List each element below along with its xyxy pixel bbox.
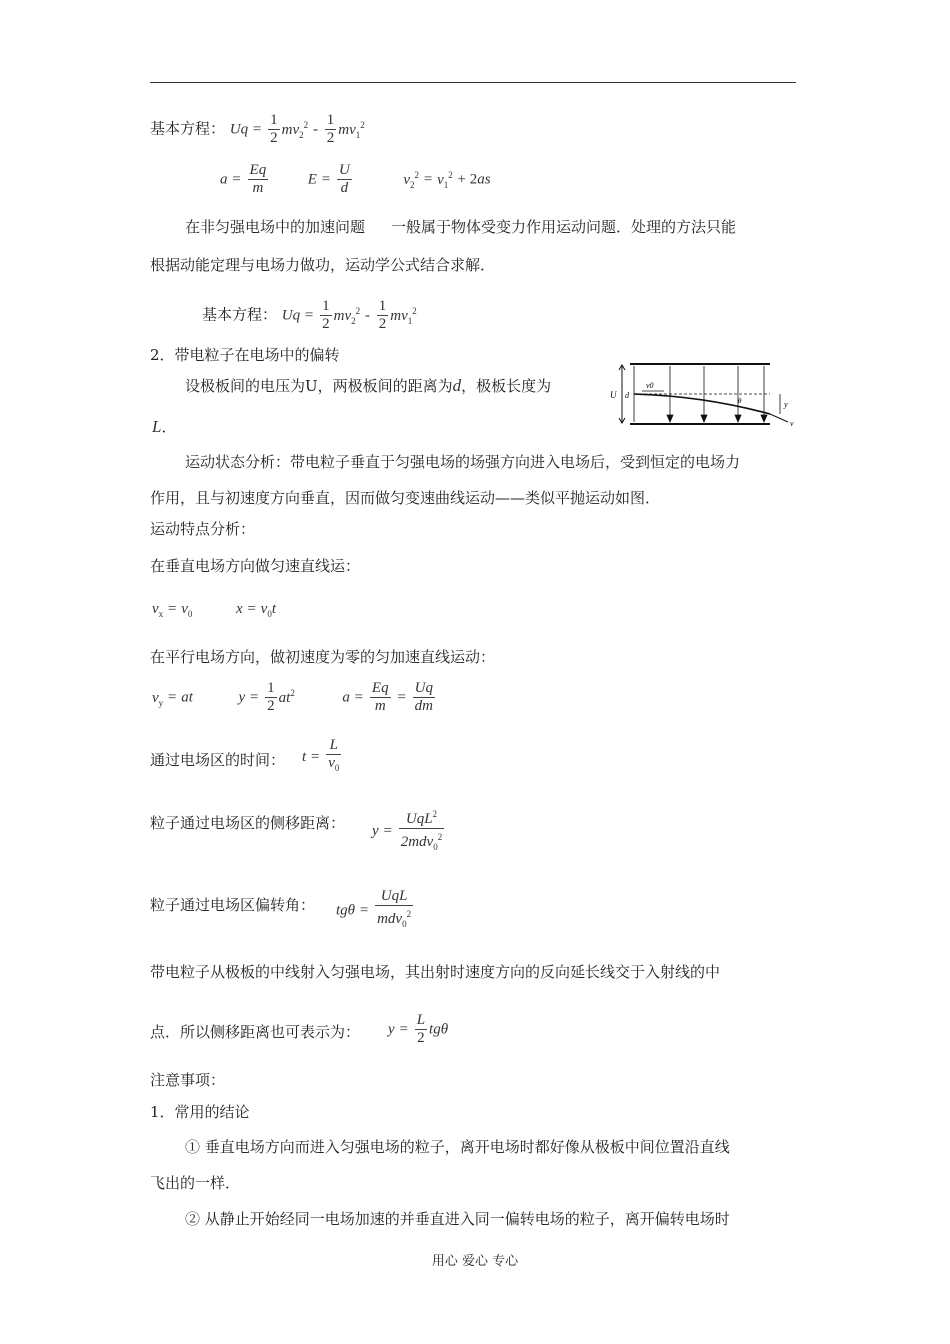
note-a-cont: 飞出的一样． — [150, 1174, 241, 1192]
section-2-intro-L: L． — [152, 417, 177, 436]
acceleration-equations: a = $\frac{Eq}{m}$ E = $\frac{U}{d}$ $v_2^2 = v_1^2 + 2as$ — [220, 162, 491, 196]
deflection-diagram — [604, 358, 804, 432]
notes-item-1: 1．常用的结论 — [150, 1103, 250, 1121]
midline-paragraph-cont: 点．所以侧移距离也可表示为： — [150, 1023, 361, 1041]
midline-equation: y = $\frac{L}{2}$ tgθ — [388, 1012, 449, 1046]
page-footer: 用心 爱心 专心 — [431, 1254, 519, 1269]
perpendicular-equations: $v_x = v_0$ $x = v_0t$ — [152, 601, 276, 619]
motion-state-paragraph: 运动状态分析：带电粒子垂直于匀强电场的场强方向进入电场后，受到恒定的电场力 — [185, 453, 741, 471]
svg-text:U: U — [610, 390, 617, 400]
side-displacement-equation: y = $\frac{UqL^2}{2mdv_0^2}$ — [372, 806, 446, 856]
note-b: ② 从静止开始经同一电场加速的并垂直进入同一偏转电场的粒子，离开偏转电场时 — [185, 1210, 730, 1228]
basic-equation-2: 基本方程： Uq = $\frac{1}{2}$ $mv_2^2$ - $\frac{1}{2}$ $mv_1^2$ — [202, 298, 417, 332]
nonuniform-field-paragraph: 在非匀强电场中的加速问题 一般属于物体受变力作用运动问题．处理的方法只能 — [185, 218, 737, 236]
time-in-field-label: 通过电场区的时间： — [150, 751, 286, 769]
side-displacement-label: 粒子通过电场区的侧移距离： — [150, 814, 346, 832]
note-a: ① 垂直电场方向而进入匀强电场的粒子，离开电场时都好像从极板中间位置沿直线 — [185, 1138, 730, 1156]
section-2-intro: 设极板间的电压为U，两极板间的距离为d，极板长度为 — [185, 376, 552, 395]
section-2-title: 2．带电粒子在电场中的偏转 — [150, 346, 340, 364]
time-equation: t = $\frac{L}{v_0}$ — [302, 737, 340, 773]
perpendicular-direction-title: 在垂直电场方向做匀速直线运： — [150, 557, 361, 575]
svg-text:v0: v0 — [646, 381, 654, 390]
deflection-angle-equation: tgθ = $\frac{\text{UqL}}{mdv_0^2}$ — [336, 888, 412, 929]
svg-text:v: v — [790, 419, 794, 428]
header-rule — [150, 82, 796, 83]
notes-title: 注意事项： — [150, 1071, 226, 1089]
basic-equation-1: 基本方程： Uq = $\frac{1}{2}$ $mv_2^2$ - $\frac{1}{2}$ $mv_1^2$ — [150, 112, 365, 146]
deflection-angle-label: 粒子通过电场区偏转角： — [150, 896, 316, 914]
svg-text:d: d — [625, 391, 629, 400]
midline-paragraph: 带电粒子从极板的中线射入匀强电场，其出射时速度方向的反向延长线交于入射线的中 — [150, 963, 721, 981]
motion-state-paragraph-cont: 作用，且与初速度方向垂直，因而做匀变速曲线运动——类似平抛运动如图． — [150, 489, 661, 507]
svg-text:θ: θ — [738, 397, 742, 405]
motion-features-title: 运动特点分析： — [150, 520, 256, 538]
parallel-direction-title: 在平行电场方向，做初速度为零的匀加速直线运动： — [150, 648, 496, 666]
nonuniform-field-paragraph-cont: 根据动能定理与电场力做功，运动学公式结合求解． — [150, 256, 496, 274]
svg-text:y: y — [784, 400, 788, 409]
parallel-equations: $v_y$ = at y = $\frac{1}{2}$ $at^2$ a = $\frac{Eq}{m}$ = $\frac{Uq}{dm}$ — [152, 680, 433, 714]
